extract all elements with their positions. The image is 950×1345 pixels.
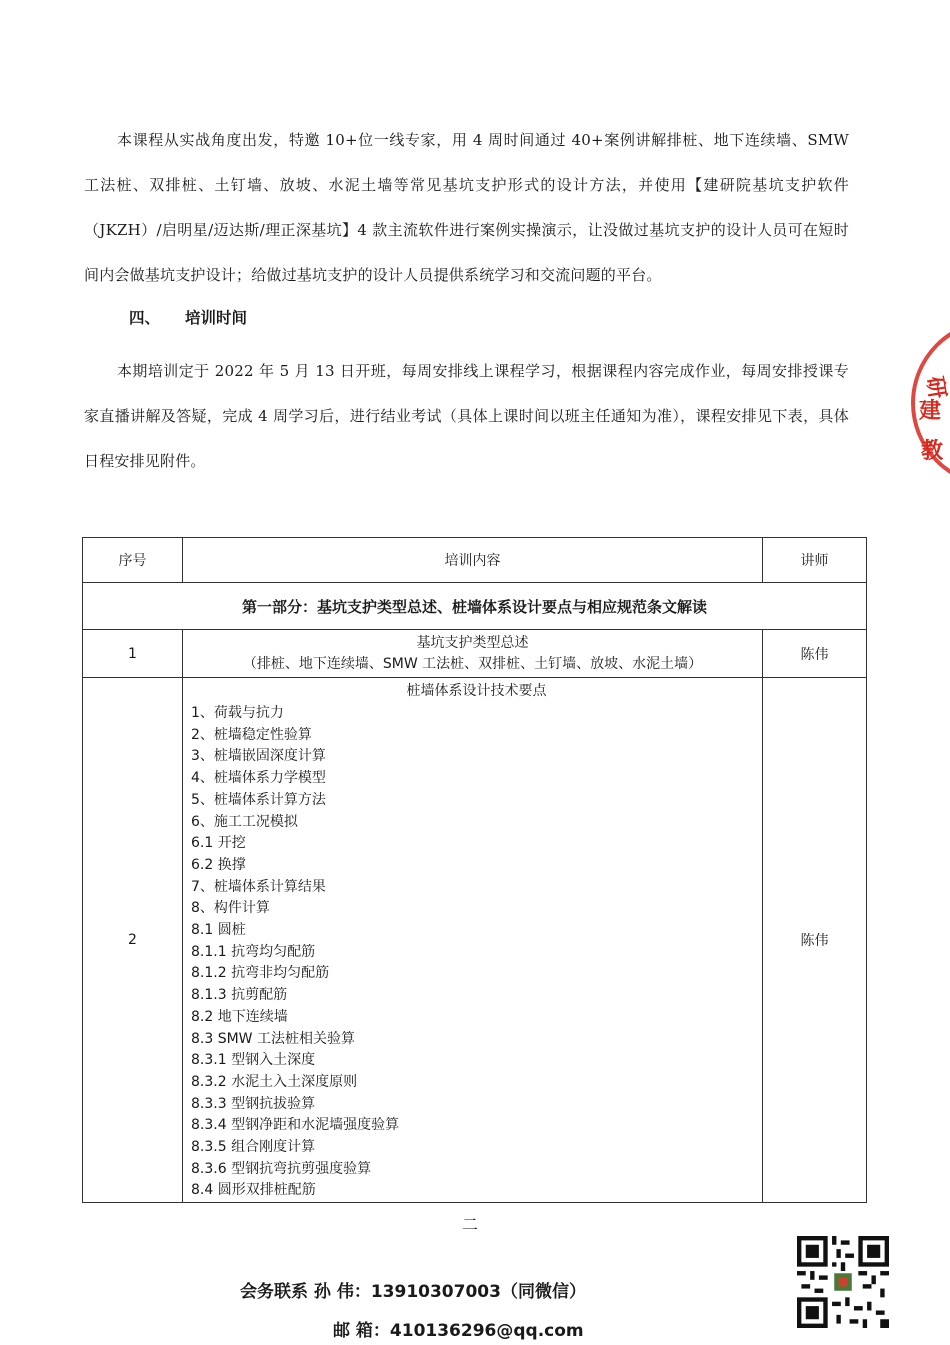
list-item: 7、桩墙体系计算结果 xyxy=(191,878,326,895)
list-item: 8.1.1 抗弯均匀配筋 xyxy=(191,943,316,960)
part-title: 第一部分：基坑支护类型总述、桩墙体系设计要点与相应规范条文解读 xyxy=(83,583,867,630)
contact-email: 邮 箱：410136296@qq.com xyxy=(333,1321,584,1341)
svg-text:研: 研 xyxy=(921,374,950,401)
header-no: 序号 xyxy=(83,538,183,583)
row-number: 1 xyxy=(83,630,183,678)
contact-phone: 会务联系 孙 伟：13910307003（同微信） xyxy=(240,1282,586,1302)
intro-paragraph: 本课程从实战角度出发，特邀 10+位一线专家，用 4 周时间通过 40+案例讲解排桩、地下连续墙、SMW 工法桩、双排桩、土钉墙、放坡、水泥土墙等常见基坑支护形式的设计方法，并使用【建研院基坑支护软件（JKZH）/启明星/迈达斯/理正深基坑】4 款主流软件进行案例实操演示，让没做过基坑支护的设计人员可在短时间内会做基坑支护设计；给做过基坑支护的设计人员提供系统学习和交流问题的平台。 xyxy=(84,131,849,284)
list-item: 8.2 地下连续墙 xyxy=(191,1008,288,1025)
row-content xyxy=(183,678,763,1203)
list-item: 6、施工工况模拟 xyxy=(191,813,298,830)
list-item: 8.1.2 抗弯非均匀配筋 xyxy=(191,965,330,982)
qr-code-icon xyxy=(797,1236,889,1328)
row-subtitle: （排桩、地下连续墙、SMW 工法桩、双排桩、土钉墙、放坡、水泥土墙） xyxy=(242,655,703,672)
list-item: 8、构件计算 xyxy=(191,900,270,917)
list-item: 3、桩墙嵌固深度计算 xyxy=(191,748,326,765)
row-title: 基坑支护类型总述 xyxy=(416,634,529,651)
list-item: 2、桩墙稳定性验算 xyxy=(191,726,312,743)
schedule-table xyxy=(82,537,867,1203)
seal-stamp-icon xyxy=(905,318,950,488)
section-title: 培训时间 xyxy=(185,309,248,327)
section-heading xyxy=(129,306,247,328)
table-row xyxy=(83,630,867,678)
list-item: 1、荷载与抗力 xyxy=(191,705,284,721)
row-lecturer: 陈伟 xyxy=(763,678,867,1203)
svg-text:建: 建 xyxy=(919,399,942,424)
schedule-paragraph: 本期培训定于 2022 年 5 月 13 日开班，每周安排线上课程学习，根据课程内容完成作业，每周安排授课专家直播讲解及答疑，完成 4 周学习后，进行结业考试（具体上课时间以班主任通知为准），课程安排见下表，具体日程安排见附件。 xyxy=(84,362,849,470)
row-content xyxy=(183,630,763,678)
list-item: 8.3.2 水泥土入土深度原则 xyxy=(191,1073,358,1090)
list-item: 8.3 SMW 工法桩相关验算 xyxy=(191,1030,355,1047)
list-item: 8.1.3 抗剪配筋 xyxy=(191,987,288,1004)
list-item: 6.1 开挖 xyxy=(191,835,246,852)
part-title-row xyxy=(83,583,867,630)
svg-text:教: 教 xyxy=(921,439,944,464)
row-number: 2 xyxy=(83,678,183,1203)
header-content: 培训内容 xyxy=(183,538,763,583)
list-item: 8.3.6 型钢抗弯抗剪强度验算 xyxy=(191,1160,372,1177)
list-item: 8.4 圆形双排桩配筋 xyxy=(191,1182,316,1199)
row-title: 桩墙体系设计技术要点 xyxy=(406,683,547,699)
list-item: 5、桩墙体系计算方法 xyxy=(191,791,326,808)
header-lecturer: 讲师 xyxy=(763,538,867,583)
page-number: 二 xyxy=(462,1215,479,1234)
list-item: 8.3.5 组合刚度计算 xyxy=(191,1139,316,1156)
list-item: 8.3.4 型钢净距和水泥墙强度验算 xyxy=(191,1117,400,1134)
list-item: 4、桩墙体系力学模型 xyxy=(191,770,326,787)
list-item: 8.3.3 型钢抗拔验算 xyxy=(191,1095,316,1112)
row-lecturer: 陈伟 xyxy=(763,630,867,678)
table-header-row xyxy=(83,538,867,583)
list-item: 8.3.1 型钢入土深度 xyxy=(191,1052,316,1069)
list-item: 8.1 圆桩 xyxy=(191,922,246,939)
list-item: 6.2 换撑 xyxy=(191,856,246,873)
section-number: 四、 xyxy=(129,309,161,327)
table-row xyxy=(83,678,867,1203)
